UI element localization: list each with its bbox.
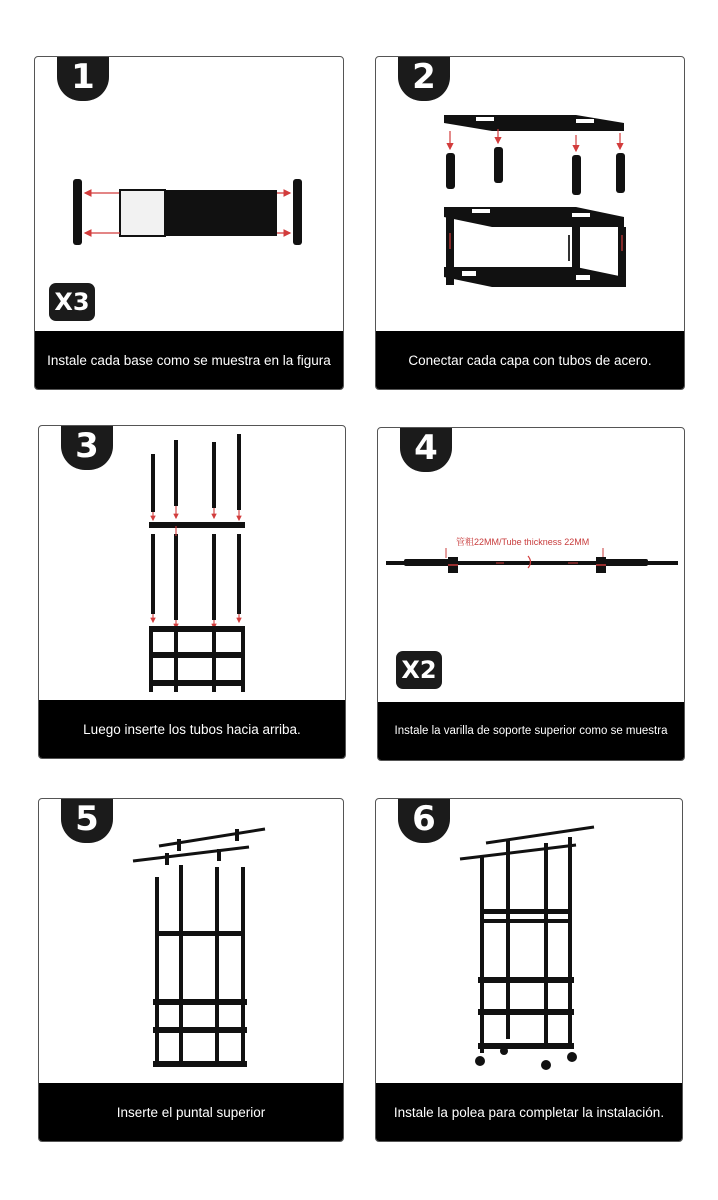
step-6-card	[375, 798, 683, 1142]
step-number-badge: 6	[398, 798, 450, 843]
step-caption: Conectar cada capa con tubos de acero.	[376, 331, 684, 389]
tube-thickness-label: 管粗22MM/Tube thickness 22MM	[456, 537, 590, 547]
step-number-badge: 5	[61, 798, 113, 843]
step-caption: Instale la polea para completar la instalación.	[376, 1083, 682, 1141]
step-caption: Instale cada base como se muestra en la figura	[35, 331, 343, 389]
upright-tubes-illustration	[39, 426, 346, 702]
step-number-badge: 2	[398, 56, 450, 101]
finished-rack-illustration	[376, 799, 683, 1081]
step-1-card	[34, 56, 344, 390]
step-3-card	[38, 425, 346, 759]
step-caption: Luego inserte los tubos hacia arriba.	[39, 700, 345, 758]
step-number-badge: 3	[61, 425, 113, 470]
step-caption: Instale la varilla de soporte superior como se muestra	[378, 702, 684, 760]
step-4-card	[377, 427, 685, 761]
step-number-badge: 1	[57, 56, 109, 101]
quantity-badge: X3	[49, 283, 95, 321]
step-5-card	[38, 798, 344, 1142]
strut-illustration	[39, 799, 344, 1081]
top-rod-illustration	[378, 428, 685, 628]
quantity-badge: X2	[396, 651, 442, 689]
step-number-badge: 4	[400, 427, 452, 472]
layers-illustration	[376, 57, 685, 327]
step-2-card	[375, 56, 685, 390]
step-caption: Inserte el puntal superior	[39, 1083, 343, 1141]
